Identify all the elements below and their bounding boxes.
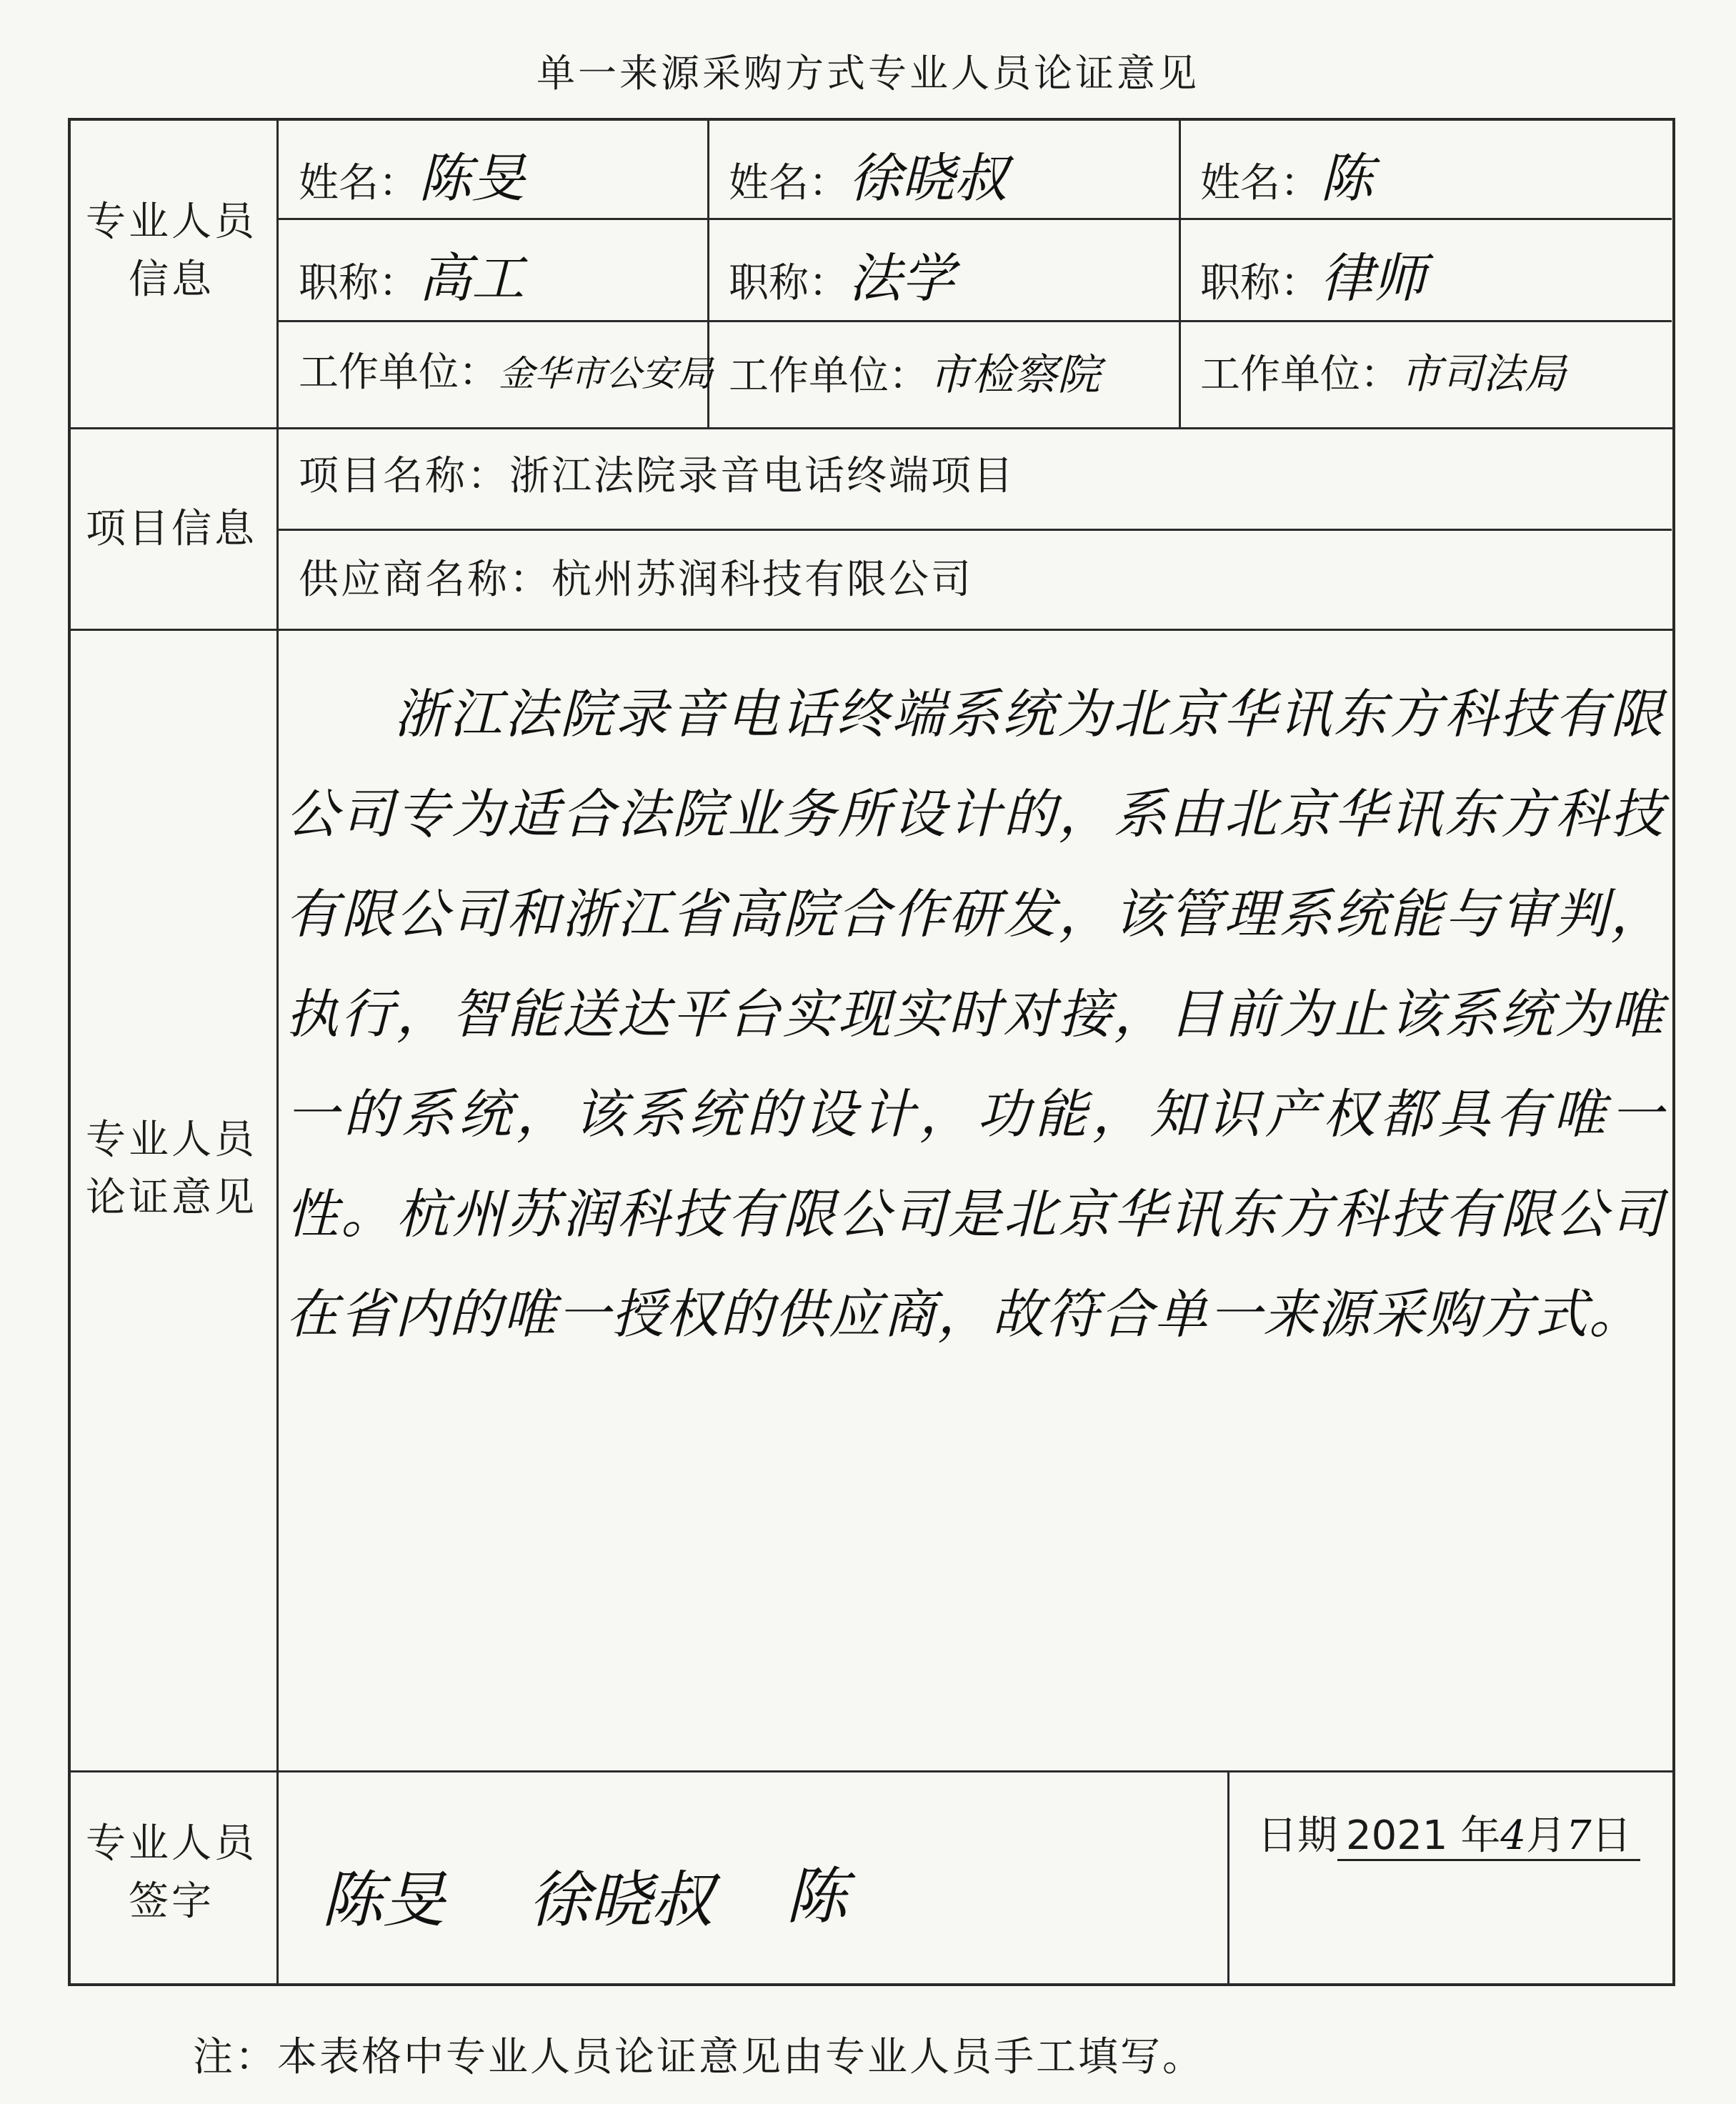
project-name-label: 项目名称： xyxy=(299,453,509,499)
opinion-body: 浙江法院录音电话终端系统为北京华讯东方科技有限公司专为适合法院业务所设计的，系由北京华讯东方科技有限公司和浙江省高院合作研发，该管理系统能与审判，执行，智能送达平台实现实时对接，目前为止该系统为唯一的系统，该系统的设计，功能，知识产权都具有唯一性。杭州苏润科技有限公司是北京华讯东方科技有限公司在省内的唯一授权的供应商，故符合单一来源采购方式。 xyxy=(286,684,1665,1345)
expert-2-name xyxy=(729,139,1007,219)
signature-2: 徐晓叔 xyxy=(529,1865,713,1936)
name-label: 姓名： xyxy=(299,160,419,206)
expert-3-unit xyxy=(1200,343,1566,405)
work-unit-label: 工作单位： xyxy=(1200,352,1400,398)
section-label-signature: 专业人员签字 xyxy=(86,1820,257,1925)
section-label-personnel: 专业人员信息 xyxy=(86,199,257,304)
row-divider xyxy=(276,320,1672,322)
date-year-unit: 年 xyxy=(1460,1813,1501,1859)
handwritten-job-title: 高工 xyxy=(419,248,524,309)
expert-2-title xyxy=(729,239,954,319)
date-month: 4 xyxy=(1500,1813,1526,1859)
handwritten-job-title: 律师 xyxy=(1320,248,1426,309)
page-title: 单一来源采购方式专业人员论证意见 xyxy=(537,51,1199,96)
opinion-text xyxy=(286,664,1665,1365)
column-divider xyxy=(1179,118,1181,427)
signature-1: 陈旻 xyxy=(321,1865,444,1936)
name-label: 姓名： xyxy=(729,160,849,206)
section-label-opinion: 专业人员论证意见 xyxy=(86,1117,257,1222)
supplier-name: 杭州苏润科技有限公司 xyxy=(552,557,973,603)
job-title-label: 职称： xyxy=(1200,260,1320,306)
date-month-unit: 月 xyxy=(1525,1813,1566,1859)
section-label-project: 项目信息 xyxy=(86,506,257,552)
project-name: 浙江法院录音电话终端项目 xyxy=(509,453,1015,499)
expert-1-title xyxy=(299,239,524,319)
expert-2-unit xyxy=(729,343,1100,407)
handwritten-name: 徐晓叔 xyxy=(849,148,1007,209)
handwritten-work-unit: 市司法局 xyxy=(1400,349,1567,398)
project-name-row xyxy=(299,447,1015,507)
expert-3-title xyxy=(1200,239,1426,319)
row-divider xyxy=(68,629,1675,631)
work-unit-label: 工作单位： xyxy=(299,349,499,396)
date-field xyxy=(1257,1804,1640,1861)
job-title-label: 职称： xyxy=(729,260,849,306)
supplier-label: 供应商名称： xyxy=(299,557,552,603)
handwritten-job-title: 法学 xyxy=(849,248,954,309)
work-unit-label: 工作单位： xyxy=(729,353,929,399)
date-day-unit: 日 xyxy=(1591,1813,1632,1859)
supplier-row xyxy=(299,550,973,610)
signature-3: 陈 xyxy=(786,1861,847,1933)
row-divider xyxy=(68,1770,1675,1773)
expert-3-name xyxy=(1200,139,1373,219)
date-label: 日期 xyxy=(1257,1813,1337,1859)
handwritten-work-unit: 金华市公安局 xyxy=(499,353,713,394)
row-divider xyxy=(276,529,1672,531)
column-divider xyxy=(1227,1770,1229,1986)
date-year: 2021 xyxy=(1346,1813,1448,1859)
expert-1-name xyxy=(299,139,524,219)
date-day: 7 xyxy=(1565,1813,1592,1859)
expert-1-unit xyxy=(299,343,713,403)
date-value xyxy=(1337,1813,1640,1861)
job-title-label: 职称： xyxy=(299,260,419,306)
row-divider xyxy=(68,427,1675,429)
name-label: 姓名： xyxy=(1200,160,1320,206)
handwritten-name: 陈 xyxy=(1320,148,1373,209)
column-divider xyxy=(276,118,279,1986)
footnote: 注：本表格中专业人员论证意见由专业人员手工填写。 xyxy=(193,2034,1204,2080)
handwritten-name: 陈旻 xyxy=(419,148,524,209)
handwritten-work-unit: 市检察院 xyxy=(929,350,1100,400)
